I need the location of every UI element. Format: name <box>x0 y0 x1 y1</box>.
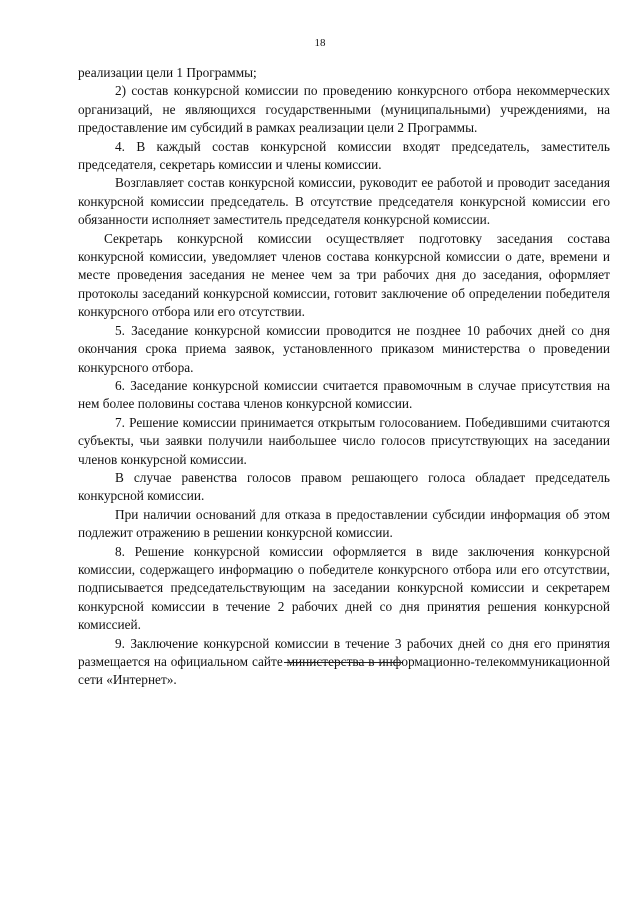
paragraph-5-meeting-timing: 5. Заседание конкурсной комиссии проводится не позднее 10 рабочих дней со дня окончания срока приема заявок, установленного приказом министерства о проведении конкурсного отбора. <box>78 322 610 375</box>
paragraph-tie-vote: В случае равенства голосов правом решающего голоса обладает председатель конкурсной комиссии. <box>78 469 610 504</box>
paragraph-refusal-grounds: При наличии оснований для отказа в предоставлении субсидии информация об этом подлежит отражению в решении конкурсной комиссии. <box>78 506 610 541</box>
paragraph-commission-composition-2: 2) состав конкурсной комиссии по проведению конкурсного отбора некоммерческих организаций, не являющихся государственными (муниципальными) учреждениями, на предоставление им субсидий в рамках реализации цели 2 Программы. <box>78 83 610 136</box>
paragraph-8-decision: 8. Решение конкурсной комиссии оформляется в виде заключения конкурсной комиссии, содержащего информацию о победителе конкурсного отбора или его отсутствии, подписывается председательствующим на заседании конкурсной комиссии и секретарем конкурсной комиссии в течение 2 рабочих дней со дня принятия решения конкурсной комиссией. <box>78 543 610 633</box>
paragraph-6-quorum: 6. Заседание конкурсной комиссии считается правомочным в случае присутствия на нем более половины состава членов конкурсной комиссии. <box>78 377 610 412</box>
end-of-document-rule <box>284 662 402 663</box>
paragraph-4-commission-members: 4. В каждый состав конкурсной комиссии входят председатель, заместитель председателя, секретарь комиссии и члены комиссии. <box>78 138 610 173</box>
paragraph-7-voting: 7. Решение комиссии принимается открытым голосованием. Победившими считаются субъекты, чьи заявки получили наибольшее число голосов присутствующих на заседании членов конкурсной комиссии. <box>78 414 610 467</box>
page-number: 18 <box>314 37 326 49</box>
paragraph-chairman-duties: Возглавляет состав конкурсной комиссии, руководит ее работой и проводит заседания конкурсной комиссии председатель. В отсутствие председателя конкурсной комиссии его обязанности исполняет заместитель председателя конкурсной комиссии. <box>78 175 610 228</box>
paragraph-secretary-duties: Секретарь конкурсной комиссии осуществляет подготовку заседания состава конкурсной комиссии, уведомляет членов состава конкурсной комиссии о дате, времени и месте проведения заседания не менее чем за три рабочих дня до заседания, оформляет протоколы заседаний конкурсной комиссии, готовит заключение об определении победителя конкурсного отбора или его отсутствии. <box>78 230 610 320</box>
paragraph-goal-1-end: реализации цели 1 Программы; <box>78 65 257 80</box>
document-body <box>78 64 610 690</box>
paragraph-9-publication: 9. Заключение конкурсной комиссии в течение 3 рабочих дней со дня его принятия размещается на официальном сайте министерства в информационно-телекоммуникационной сети «Интернет». <box>78 635 610 688</box>
